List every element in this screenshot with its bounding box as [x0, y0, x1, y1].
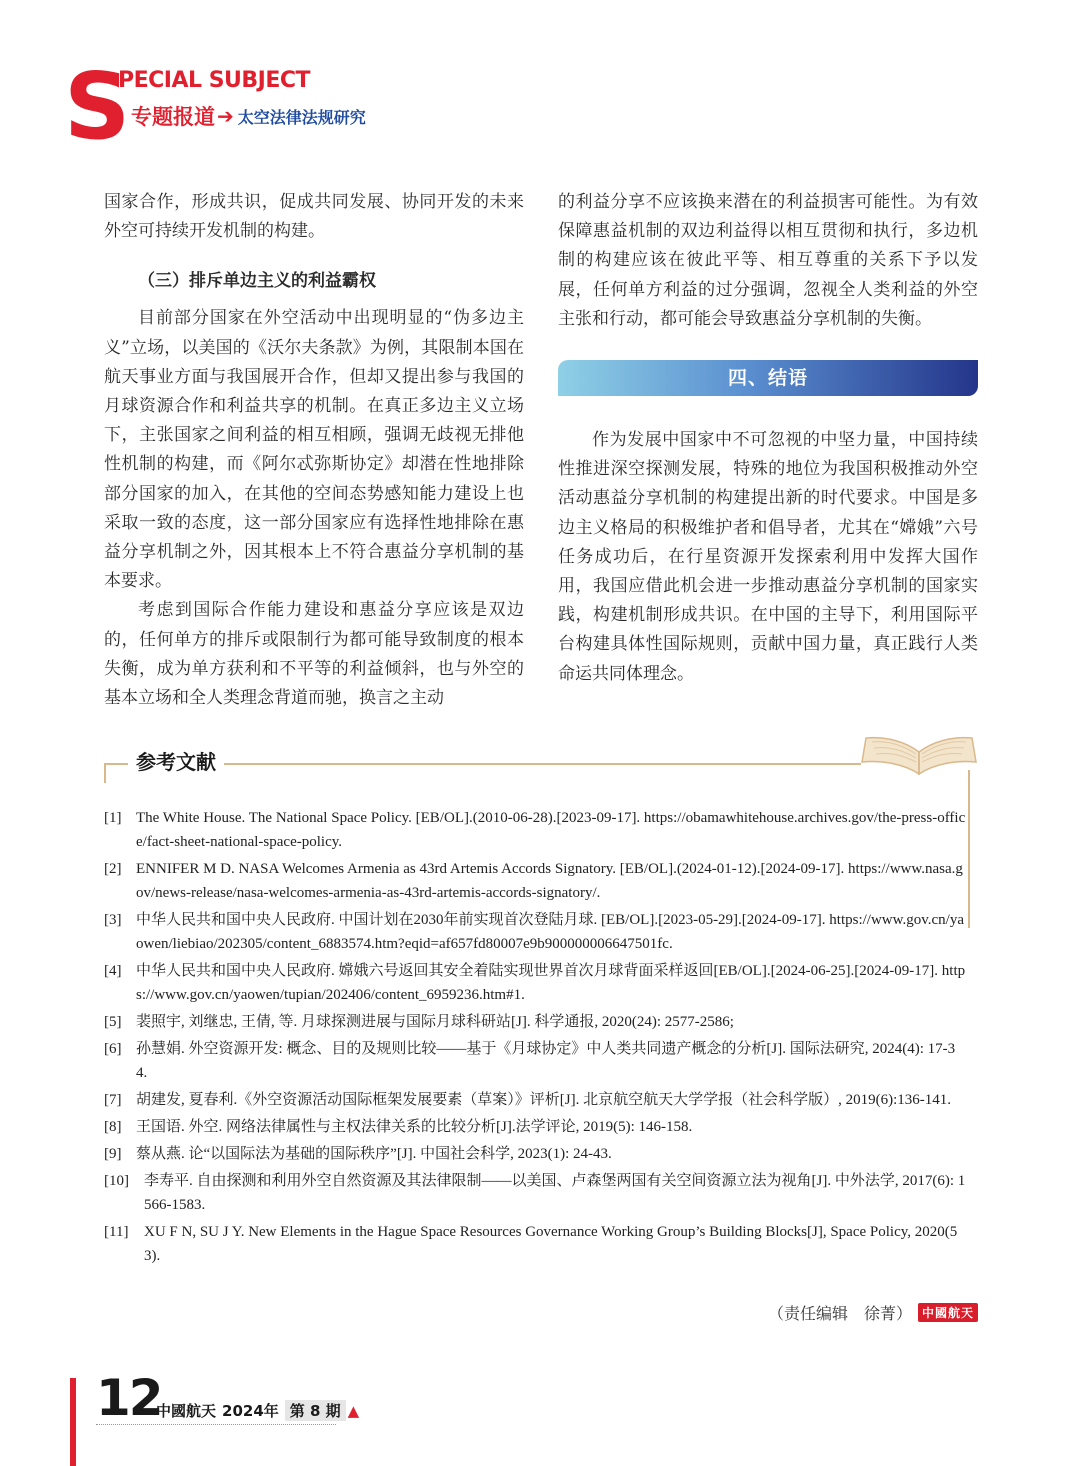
reference-number: [3] — [104, 912, 122, 928]
references-list — [104, 806, 966, 1271]
reference-number: [10] — [104, 1173, 129, 1189]
footer-tick-icon: ▲ — [347, 1402, 360, 1420]
reference-number: [7] — [104, 1092, 122, 1108]
references-frame-left — [104, 763, 106, 783]
reference-text: The White House. The National Space Policy. [EB/OL].(2010-06-28).[2023-09-17]. https://obamawhitehouse.archives.gov/the-press-office/fact-sheet-national-space-policy. — [136, 810, 966, 850]
reference-text: 中华人民共和国中央人民政府. 中国计划在2030年前实现首次登陆月球. [EB/OL].[2023-05-29].[2024-09-17]. https://www.gov.cn/yaowen/liebiao/202305/content_6883574.htm?eqid=af657fd80007e9b900000006647501fc. — [136, 912, 964, 952]
reference-text: 中华人民共和国中央人民政府. 嫦娥六号返回其安全着陆实现世界首次月球背面采样返回[EB/OL].[2024-06-25].[2024-09-17]. https://www.gov.cn/yaowen/tupian/202406/content_6959236.htm#1. — [136, 963, 966, 1003]
paragraph: 考虑到国际合作能力建设和惠益分享应该是双边的，任何单方的排斥或限制行为都可能导致制度的根本失衡，成为单方获利和不平等的利益倾斜，也与外空的基本立场和全人类理念背道而驰，换言之主动 — [104, 600, 524, 709]
right-column — [558, 188, 978, 689]
reference-number: [6] — [104, 1041, 122, 1057]
reference-item — [104, 959, 966, 1007]
paragraph: 作为发展中国家中不可忽视的中坚力量，中国持续性推进深空探测发展，特殊的地位为我国积极推动外空活动惠益分享机制的构建提出新的时代要求。中国是多边主义格局的积极维护者和倡导者，尤其在“嫦娥”六号任务成功后，在行星资源开发探索利用中发挥大国作用，我国应借此机会进一步推动惠益分享机制的国家实践，构建机制形成共识。在中国的主导下，利用国际平台构建具体性国际规则，贡献中国力量，真正践行人类命运共同体理念。 — [558, 430, 978, 684]
page-number: 12 — [96, 1369, 162, 1427]
reference-number: [8] — [104, 1119, 122, 1135]
section-breadcrumb — [131, 101, 366, 131]
open-book-icon — [860, 728, 978, 780]
responsible-editor — [740, 1300, 978, 1324]
reference-item — [104, 1169, 966, 1217]
magazine-mark: 中國航天 — [918, 1303, 978, 1322]
reference-number: [5] — [104, 1014, 122, 1030]
footer-issue-info — [156, 1400, 359, 1421]
reference-text: XU F N, SU J Y. New Elements in the Hague Space Resources Governance Working Group’s Building Blocks[J], Space Policy, 2020(53). — [144, 1224, 958, 1264]
paragraph: 国家合作，形成共识，促成共同发展、协同开发的未来外空可持续开发机制的构建。 — [104, 192, 524, 242]
special-subject-title: PECIAL SUBJECT — [118, 68, 311, 93]
reference-text: 胡建发, 夏春利.《外空资源活动国际框架发展要素（草案）》评析[J]. 北京航空航天大学学报（社会科学版）, 2019(6):136-141. — [136, 1092, 951, 1108]
reference-number: [4] — [104, 963, 122, 979]
paragraph: 目前部分国家在外空活动中出现明显的“伪多边主义”立场，以美国的《沃尔夫条款》为例，其限制本国在航天事业方面与我国展开合作，但却又提出参与我国的月球资源合作和利益共享的机制。在真正多边主义立场下，主张国家之间利益的相互相顾，强调无歧视无排他性机制的构建，而《阿尔忒弥斯协定》却潜在性地排除部分国家的加入，在其他的空间态势感知能力建设上也采取一致的态度，这一部分国家应有选择性地排除在惠益分享机制之外，因其根本上不符合惠益分享机制的基本要求。 — [104, 308, 524, 592]
editor-text: （责任编辑 徐菁） — [767, 1303, 912, 1323]
reference-item — [104, 857, 966, 905]
reference-text: 王国语. 外空. 网络法律属性与主权法律关系的比较分析[J].法学评论, 2019(5): 146-158. — [136, 1119, 693, 1135]
reference-text: 蔡从燕. 论“以国际法为基础的国际秩序”[J]. 中国社会科学, 2023(1): 24-43. — [136, 1146, 612, 1162]
reference-item — [104, 1037, 966, 1085]
reference-item — [104, 908, 966, 956]
section-label: 专题报道 — [131, 105, 215, 129]
reference-item — [104, 806, 966, 854]
special-subject-logo-letter: S — [64, 53, 127, 160]
reference-text: ENNIFER M D. NASA Welcomes Armenia as 43rd Artemis Accords Signatory. [EB/OL].(2024-01-12).[2024-09-17]. https://www.nasa.gov/news-release/nasa-welcomes-armenia-as-43rd-artemis-accords-signatory/. — [136, 861, 963, 901]
subsection-heading: （三）排斥单边主义的利益霸权 — [138, 271, 376, 292]
reference-number: [9] — [104, 1146, 122, 1162]
reference-number: [11] — [104, 1224, 129, 1240]
footer-accent-bar — [70, 1378, 76, 1466]
references-frame-right — [968, 770, 970, 928]
footer-year: 2024年 — [222, 1402, 279, 1420]
reference-item — [104, 1088, 966, 1112]
reference-number: [1] — [104, 810, 122, 826]
reference-item — [104, 1220, 966, 1268]
section-heading-bar: 四、结语 — [558, 360, 978, 396]
left-column — [104, 188, 524, 713]
reference-item — [104, 1142, 966, 1166]
reference-number: [2] — [104, 861, 122, 877]
footer-divider — [96, 1424, 336, 1425]
footer-issue: 第 8 期 — [285, 1400, 346, 1421]
paragraph: 的利益分享不应该换来潜在的利益损害可能性。为有效保障惠益机制的双边利益得以相互贯彻和执行，多边机制的构建应该在彼此平等、相互尊重的关系下予以发展，任何单方利益的过分强调，忽视全人类利益的外空主张和行动，都可能会导致惠益分享机制的失衡。 — [558, 192, 978, 329]
reference-text: 裴照宇, 刘继忠, 王倩, 等. 月球探测进展与国际月球科研站[J]. 科学通报, 2020(24): 2577-2586; — [136, 1014, 734, 1030]
footer-magazine: 中國航天 — [156, 1402, 217, 1420]
reference-item — [104, 1010, 966, 1034]
arrow-right-icon: ➔ — [217, 104, 234, 128]
topic-label: 太空法律法规研究 — [237, 107, 366, 127]
reference-text: 李寿平. 自由探测和利用外空自然资源及其法律限制——以美国、卢森堡两国有关空间资源立法为视角[J]. 中外法学, 2017(6): 1566-1583. — [144, 1173, 966, 1213]
reference-item — [104, 1115, 966, 1139]
reference-text: 孙慧娟. 外空资源开发: 概念、目的及规则比较——基于《月球协定》中人类共同遗产概念的分析[J]. 国际法研究, 2024(4): 17-34. — [136, 1041, 956, 1081]
references-title: 参考文献 — [128, 746, 224, 775]
